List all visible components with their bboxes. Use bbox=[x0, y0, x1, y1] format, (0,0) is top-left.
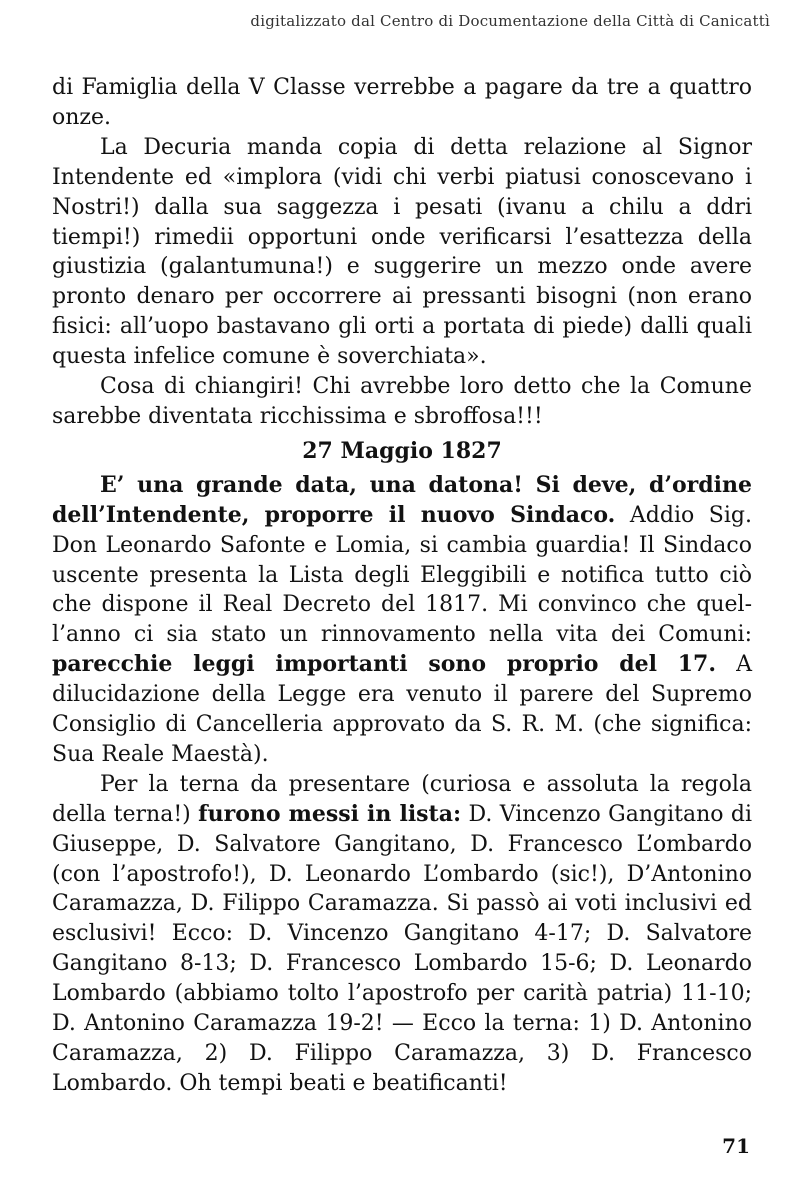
text-segment: A dilucidazione della Legge era venuto il parere del Supremo Consiglio di Cancelleria approvato da S. R. M. (che significa: Sua Reale Maestà). bbox=[52, 652, 752, 767]
paragraph-terna bbox=[52, 770, 752, 1099]
paragraph-sindaco bbox=[52, 471, 752, 770]
bold-phrase: furono messi in lista: bbox=[198, 800, 462, 827]
page-number: 71 bbox=[722, 1134, 750, 1158]
section-heading-date: 27 Maggio 1827 bbox=[302, 437, 502, 464]
page-body bbox=[52, 73, 752, 1099]
text-segment: D. Vincenzo Gangitano di Giuseppe, D. Salvatore Gangitano, D. Francesco L’ombardo (con l’apostrofo!), D. Leonardo L’ombardo (sic!), D’Antonino Caramazza, D. Filippo Caramazza. Si passò ai voti inclusivi ed esclusivi! Ecco: D. Vincenzo Gangitano 4-17; D. Salvatore Gangitano 8-13; D. Francesco Lombardo 15-6; D. Leonardo Lombardo (abbiamo tolto l’apostrofo per carità patria) 11-10; D. Antonino Caramazza 19-2! — Ecco la terna: 1) D. Antonino Caramazza, 2) D. Filippo Caramazza, 3) D. Francesco Lombardo. Oh tempi beati e beatificanti! bbox=[52, 801, 752, 1096]
paragraph-continuation: di Famiglia della V Classe verrebbe a pagare da tre a quattro onze. bbox=[52, 75, 752, 130]
paragraph-decuria: La Decuria manda copia di detta relazione al Signor Intendente ed «implora (vidi chi verbi piatusi conoscevano i Nostri!) dalla sua saggezza i pesati (ivanu a chilu a ddri tiempi!) rimedii opportuni onde verificarsi l’esattezza della giustizia (galantumuna!) e suggerire un mezzo onde avere pronto denaro per occorrere ai pressanti bisogni (non erano fisici: all’uopo bastavano gli orti a portata di piede) dalli quali questa infelice comune è soverchiata». bbox=[52, 134, 752, 370]
text-segment: Addio Sig. Don Leonardo Safonte e Lomia, si cambia guardia! Il Sindaco uscente presenta la Lista degli Eleggibili e notifica tutto ciò che dispone il Real Decreto del 1817. Mi convinco che quell’anno ci sia stato un rinnovamento nella vita dei Comuni: bbox=[52, 502, 752, 648]
bold-lead: E’ una grande data, una datona! Si deve, d’ordine dell’Intendente, proporre il nuovo Sindaco. bbox=[52, 471, 752, 528]
paragraph-chiangiri: Cosa di chiangiri! Chi avrebbe loro detto che la Comune sarebbe diventata ricchissima e sbroffosa!!! bbox=[52, 374, 752, 429]
digitization-watermark: digitalizzato dal Centro di Documentazione della Città di Canicattì bbox=[250, 12, 770, 30]
text-segment: Per la terna da presentare (curiosa e assoluta la regola della terna!) bbox=[52, 771, 752, 827]
bold-phrase: parecchie leggi importanti sono proprio del 17. bbox=[52, 651, 717, 678]
